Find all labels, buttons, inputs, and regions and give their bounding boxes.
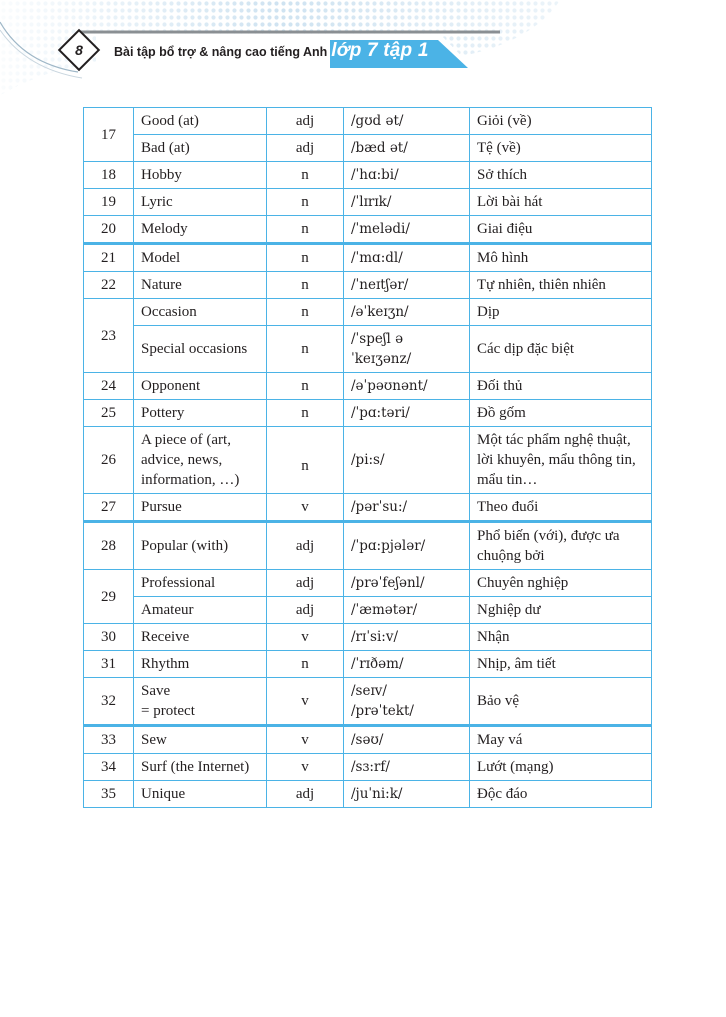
table-row: [84, 754, 652, 781]
entry-number: 27: [84, 494, 134, 522]
entry-part-of-speech: v: [267, 494, 344, 522]
entry-pronunciation: /sɜ:rf/: [344, 754, 470, 781]
page-header: [0, 0, 726, 110]
entry-number: 29: [84, 570, 134, 624]
entry-part-of-speech: adj: [267, 522, 344, 570]
table-row: [84, 427, 652, 494]
table-row: [84, 651, 652, 678]
table-row: [84, 597, 652, 624]
entry-part-of-speech: adj: [267, 781, 344, 808]
entry-word: Amateur: [134, 597, 267, 624]
entry-pronunciation: /ˈhɑ:bi/: [344, 162, 470, 189]
entry-meaning: Giỏi (về): [470, 108, 652, 135]
entry-word: Rhythm: [134, 651, 267, 678]
entry-meaning: Theo đuổi: [470, 494, 652, 522]
vocabulary-table: [83, 107, 652, 808]
table-row: [84, 244, 652, 272]
entry-word: Model: [134, 244, 267, 272]
entry-meaning: May vá: [470, 726, 652, 754]
entry-pronunciation: /səʊ/: [344, 726, 470, 754]
entry-part-of-speech: n: [267, 244, 344, 272]
entry-number: 18: [84, 162, 134, 189]
entry-part-of-speech: v: [267, 726, 344, 754]
entry-meaning: Phổ biến (với), được ưa chuộng bởi: [470, 522, 652, 570]
entry-part-of-speech: n: [267, 651, 344, 678]
entry-number: 32: [84, 678, 134, 726]
entry-word: Melody: [134, 216, 267, 244]
entry-number: 17: [84, 108, 134, 162]
entry-pronunciation: /bæd ət/: [344, 135, 470, 162]
entry-meaning: Nhịp, âm tiết: [470, 651, 652, 678]
entry-meaning: Nhận: [470, 624, 652, 651]
entry-word: Professional: [134, 570, 267, 597]
table-row: [84, 570, 652, 597]
table-row: [84, 162, 652, 189]
entry-pronunciation: /ˈpɑ:pjələr/: [344, 522, 470, 570]
table-row: [84, 624, 652, 651]
entry-word: Bad (at): [134, 135, 267, 162]
entry-meaning: Đối thủ: [470, 373, 652, 400]
table-row: [84, 678, 652, 726]
entry-part-of-speech: v: [267, 678, 344, 726]
entry-word: Lyric: [134, 189, 267, 216]
entry-number: 23: [84, 299, 134, 373]
entry-part-of-speech: n: [267, 162, 344, 189]
entry-pronunciation: /ˈspeʃl əˈkeɪʒənz/: [344, 326, 470, 373]
entry-part-of-speech: adj: [267, 135, 344, 162]
table-row: [84, 400, 652, 427]
entry-word: Pursue: [134, 494, 267, 522]
entry-pronunciation: /juˈni:k/: [344, 781, 470, 808]
table-row: [84, 726, 652, 754]
entry-pronunciation: /ˈpɑ:təri/: [344, 400, 470, 427]
entry-number: 25: [84, 400, 134, 427]
book-title-text: Bài tập bổ trợ & nâng cao tiếng Anh: [114, 45, 328, 59]
table-row: [84, 781, 652, 808]
entry-word: Occasion: [134, 299, 267, 326]
entry-number: 33: [84, 726, 134, 754]
entry-meaning: Dịp: [470, 299, 652, 326]
entry-part-of-speech: v: [267, 754, 344, 781]
entry-meaning: Giai điệu: [470, 216, 652, 244]
entry-meaning: Các dịp đặc biệt: [470, 326, 652, 373]
entry-part-of-speech: n: [267, 189, 344, 216]
entry-word: Receive: [134, 624, 267, 651]
entry-pronunciation: /prəˈfeʃənl/: [344, 570, 470, 597]
table-row: [84, 189, 652, 216]
entry-word: Good (at): [134, 108, 267, 135]
entry-meaning: Mô hình: [470, 244, 652, 272]
entry-meaning: Nghiệp dư: [470, 597, 652, 624]
book-title: [114, 40, 429, 62]
entry-meaning: Sở thích: [470, 162, 652, 189]
entry-pronunciation: /ˈneɪtʃər/: [344, 272, 470, 299]
table-row: [84, 272, 652, 299]
table-row: [84, 494, 652, 522]
entry-word: Nature: [134, 272, 267, 299]
entry-part-of-speech: n: [267, 373, 344, 400]
entry-word: Pottery: [134, 400, 267, 427]
entry-pronunciation: /pi:s/: [344, 427, 470, 494]
entry-word: Popular (with): [134, 522, 267, 570]
entry-pronunciation: /ˈæmətər/: [344, 597, 470, 624]
table-row: [84, 522, 652, 570]
entry-meaning: Lướt (mạng): [470, 754, 652, 781]
entry-number: 26: [84, 427, 134, 494]
entry-part-of-speech: adj: [267, 108, 344, 135]
entry-number: 22: [84, 272, 134, 299]
entry-word: Save = protect: [134, 678, 267, 726]
entry-part-of-speech: n: [267, 299, 344, 326]
entry-number: 21: [84, 244, 134, 272]
entry-meaning: Tệ (về): [470, 135, 652, 162]
entry-number: 30: [84, 624, 134, 651]
entry-number: 20: [84, 216, 134, 244]
entry-number: 31: [84, 651, 134, 678]
entry-word: Opponent: [134, 373, 267, 400]
entry-meaning: Bảo vệ: [470, 678, 652, 726]
entry-number: 34: [84, 754, 134, 781]
entry-number: 28: [84, 522, 134, 570]
entry-pronunciation: /pərˈsu:/: [344, 494, 470, 522]
entry-pronunciation: /ˈmɑ:dl/: [344, 244, 470, 272]
entry-meaning: Đồ gốm: [470, 400, 652, 427]
entry-word: Unique: [134, 781, 267, 808]
entry-word: Surf (the Internet): [134, 754, 267, 781]
entry-number: 24: [84, 373, 134, 400]
entry-meaning: Tự nhiên, thiên nhiên: [470, 272, 652, 299]
entry-part-of-speech: n: [267, 326, 344, 373]
entry-pronunciation: /rɪˈsi:v/: [344, 624, 470, 651]
entry-part-of-speech: n: [267, 216, 344, 244]
entry-pronunciation: /gʊd ət/: [344, 108, 470, 135]
table-row: [84, 373, 652, 400]
entry-number: 35: [84, 781, 134, 808]
entry-word: A piece of (art, advice, news, information, …): [134, 427, 267, 494]
table-row: [84, 326, 652, 373]
entry-meaning: Lời bài hát: [470, 189, 652, 216]
table-row: [84, 299, 652, 326]
entry-word: Sew: [134, 726, 267, 754]
entry-meaning: Chuyên nghiệp: [470, 570, 652, 597]
book-grade: lớp 7 tập 1: [331, 40, 429, 61]
entry-pronunciation: /ˈmelədi/: [344, 216, 470, 244]
entry-word: Hobby: [134, 162, 267, 189]
entry-part-of-speech: adj: [267, 570, 344, 597]
table-row: [84, 108, 652, 135]
entry-part-of-speech: n: [267, 427, 344, 494]
page-number: 8: [75, 42, 83, 58]
entry-part-of-speech: adj: [267, 597, 344, 624]
entry-pronunciation: /əˈkeɪʒn/: [344, 299, 470, 326]
table-row: [84, 135, 652, 162]
entry-pronunciation: /ˈlɪrɪk/: [344, 189, 470, 216]
entry-meaning: Độc đáo: [470, 781, 652, 808]
entry-pronunciation: /əˈpəʊnənt/: [344, 373, 470, 400]
entry-word: Special occasions: [134, 326, 267, 373]
entry-part-of-speech: n: [267, 272, 344, 299]
entry-number: 19: [84, 189, 134, 216]
entry-meaning: Một tác phẩm nghệ thuật, lời khuyên, mẩu thông tin, mẩu tin…: [470, 427, 652, 494]
table-row: [84, 216, 652, 244]
entry-pronunciation: /ˈrɪðəm/: [344, 651, 470, 678]
entry-part-of-speech: v: [267, 624, 344, 651]
entry-pronunciation: /seɪv/ /prəˈtekt/: [344, 678, 470, 726]
entry-part-of-speech: n: [267, 400, 344, 427]
